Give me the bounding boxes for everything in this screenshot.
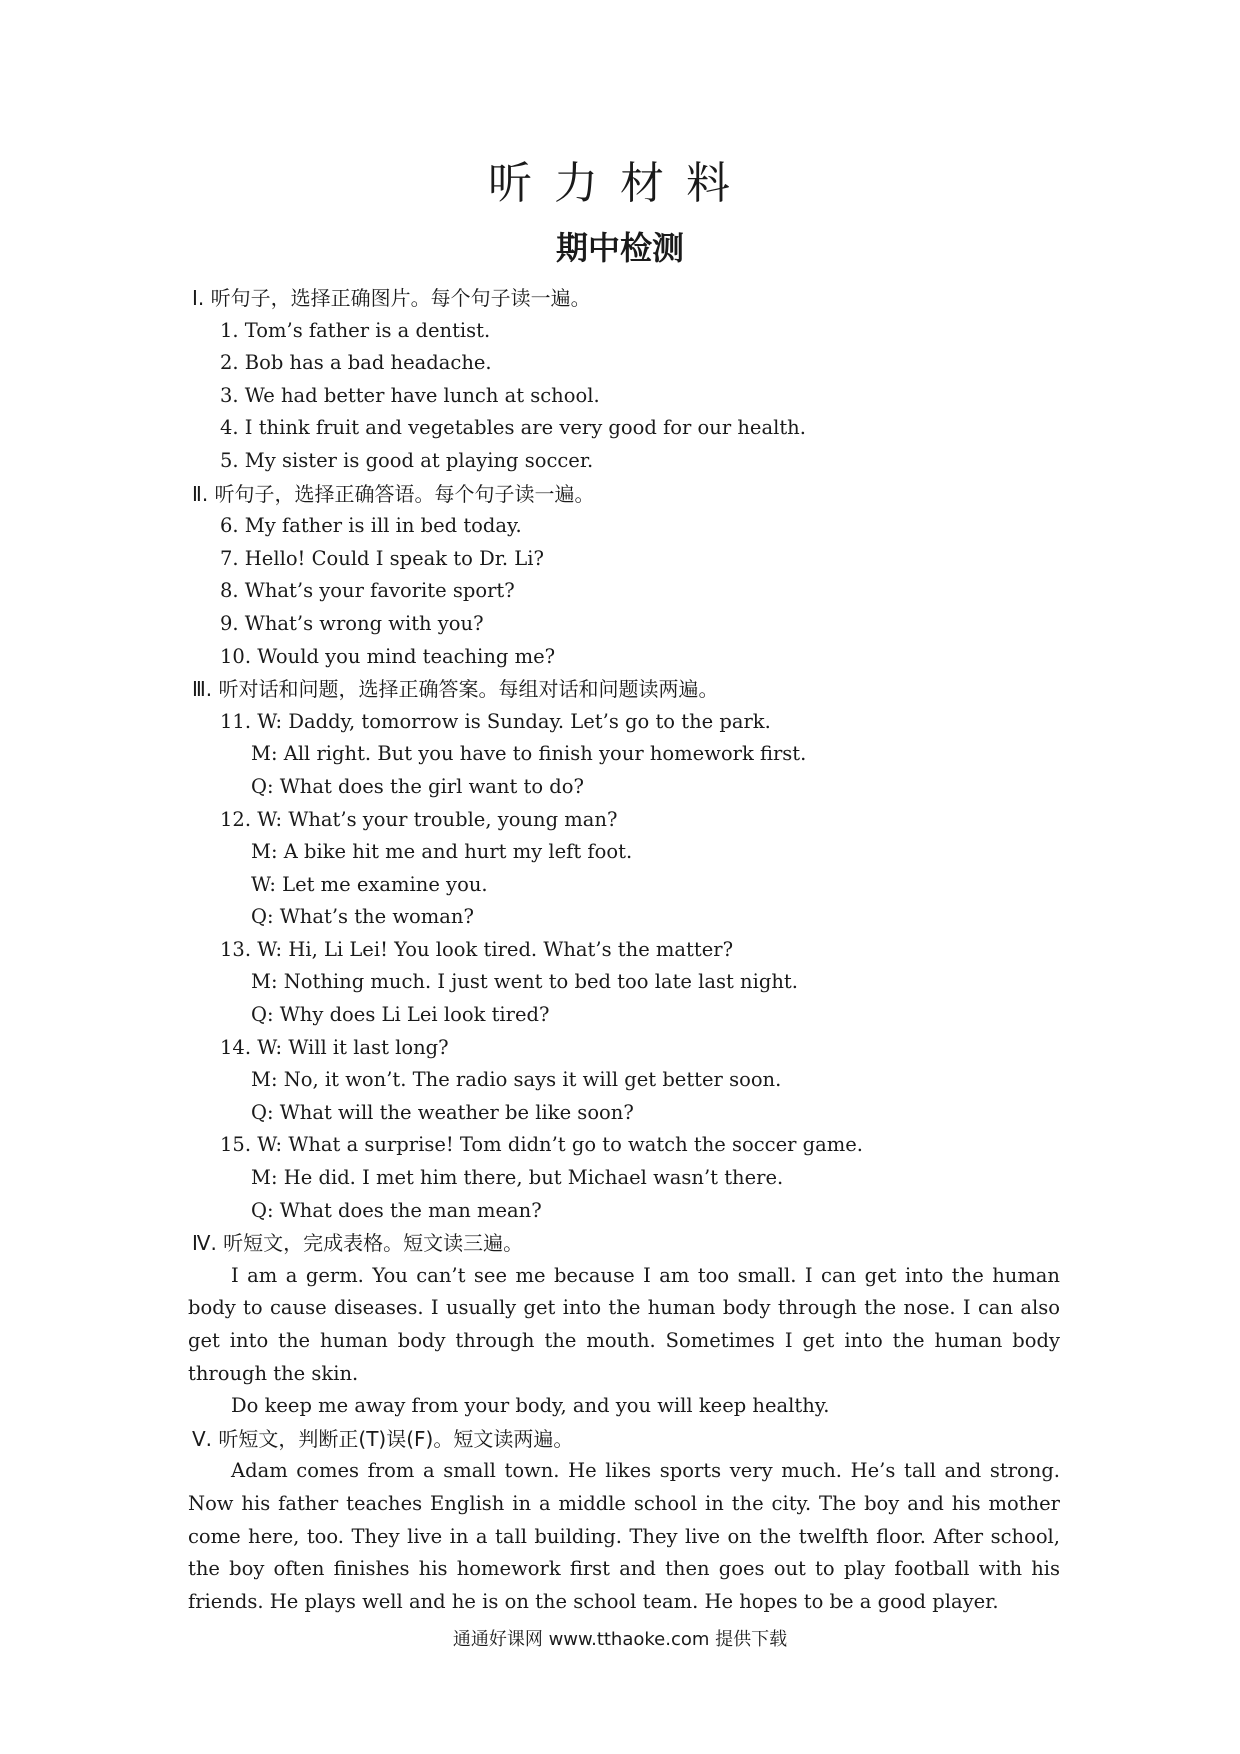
- dialogue-line: M: A bike hit me and hurt my left foot.: [251, 840, 633, 864]
- dialogue-line: W: Let me examine you.: [251, 872, 488, 896]
- section-2-heading: Ⅱ. 听句子，选择正确答语。每个句子读一遍。: [192, 481, 595, 506]
- dialogue-line: M: He did. I met him there, but Michael wasn’t there.: [251, 1166, 784, 1190]
- list-item: 5. My sister is good at playing soccer.: [220, 448, 594, 472]
- section-4-heading: Ⅳ. 听短文，完成表格。短文读三遍。: [192, 1231, 524, 1256]
- page-title: 听力材料: [488, 158, 752, 209]
- dialogue-line: M: No, it won’t. The radio says it will get better soon.: [251, 1068, 782, 1092]
- page-subtitle: 期中检测: [555, 229, 684, 267]
- dialogue-question: Q: What does the man mean?: [251, 1198, 542, 1222]
- dialogue-line: M: Nothing much. I just went to bed too late last night.: [251, 970, 798, 994]
- list-item: 7. Hello! Could I speak to Dr. Li?: [220, 546, 544, 570]
- passage-paragraph: Adam comes from a small town. He likes sports very much. He’s tall and strong. Now his father teaches English in a middle school in the city. The boy and his mother come here, too. They live in a tall building. They live on the twelfth floor. After school, the boy often finishes his homework first and then goes out to play football with his friends. He plays well and he is on the school team. He hopes to be a good player.: [188, 1459, 1060, 1613]
- listening-script: [188, 282, 1060, 1618]
- section-3-heading: Ⅲ. 听对话和问题，选择正确答案。每组对话和问题读两遍。: [192, 677, 719, 702]
- list-item: 9. What’s wrong with you?: [220, 611, 484, 635]
- dialogue-line: 14. W: Will it last long?: [220, 1035, 449, 1059]
- dialogue-line: M: All right. But you have to finish your homework first.: [251, 742, 807, 766]
- dialogue-question: Q: What does the girl want to do?: [251, 774, 584, 798]
- passage-paragraph: I am a germ. You can’t see me because I am too small. I can get into the human body to cause diseases. I usually get into the human body through the nose. I can also get into the human body through the mouth. Sometimes I get into the human body through the skin.: [188, 1263, 1060, 1385]
- dialogue-line: 15. W: What a surprise! Tom didn’t go to watch the soccer game.: [220, 1133, 863, 1157]
- dialogue-line: 12. W: What’s your trouble, young man?: [220, 807, 618, 831]
- dialogue-question: Q: What will the weather be like soon?: [251, 1100, 634, 1124]
- list-item: 10. Would you mind teaching me?: [220, 644, 556, 668]
- list-item: 3. We had better have lunch at school.: [220, 383, 600, 407]
- list-item: 8. What’s your favorite sport?: [220, 579, 515, 603]
- footer-source: 通通好课网 www.tthaoke.com 提供下载: [452, 1629, 788, 1650]
- dialogue-line: 11. W: Daddy, tomorrow is Sunday. Let’s go to the park.: [220, 709, 771, 733]
- dialogue-question: Q: What’s the woman?: [251, 905, 474, 929]
- section-1-heading: Ⅰ. 听句子，选择正确图片。每个句子读一遍。: [192, 286, 591, 310]
- dialogue-line: 13. W: Hi, Li Lei! You look tired. What’s the matter?: [220, 937, 734, 961]
- list-item: 4. I think fruit and vegetables are very good for our health.: [220, 416, 806, 440]
- section-5-heading: Ⅴ. 听短文，判断正(T)误(F)。短文读两遍。: [192, 1426, 574, 1451]
- dialogue-question: Q: Why does Li Lei look tired?: [251, 1003, 550, 1027]
- list-item: 6. My father is ill in bed today.: [220, 514, 522, 538]
- list-item: 2. Bob has a bad headache.: [220, 351, 492, 375]
- list-item: 1. Tom’s father is a dentist.: [220, 318, 491, 342]
- passage-paragraph: Do keep me away from your body, and you will keep healthy.: [231, 1394, 830, 1418]
